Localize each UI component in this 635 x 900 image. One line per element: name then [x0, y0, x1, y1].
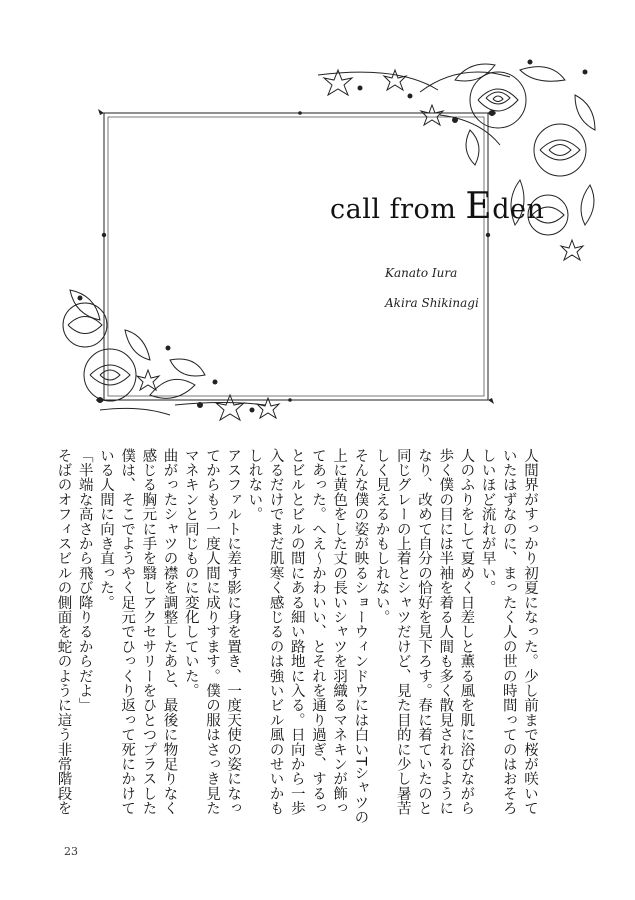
paragraph: 人のふりをして夏めく日差しと薫る風を肌に浴びながら歩く僕の目には半袖を着る人間も多く散見されるようになり、改めて自分の恰好を見下ろす。春に着ていたのと同じグレーの上着とシャツだけど、見た目的に少し暑苦しく見えるかもしれない。: [373, 448, 475, 816]
paragraph: 曲がったシャツの襟を調整したあと、最後に物足りなく感じる胸元に手を翳しアクセサリーをひとつプラスした僕は、そこでようやく足元でひっくり返って死にかけている人間に向き直った。: [97, 448, 178, 816]
author-name: Kanato Iura: [385, 266, 458, 280]
title-card: [0, 0, 635, 430]
paragraph: アスファルトに差す影に身を置き、一度天使の姿になってからもう一度人間に成りすます。僕の服はさっき見たマネキンと同じものに変化していた。: [182, 448, 242, 816]
title-text: call from: [330, 194, 466, 225]
paragraph: 「半端な高さから飛び降りるからだよ」: [76, 448, 93, 713]
author-name: Akira Shikinagi: [385, 296, 479, 310]
paragraph: そんな僕の姿が映るショーウィンドウには白いTシャツの上に黄色をした丈の長いシャツを羽織るマネキンが飾ってあった。へえ〜かわいい、とそれを通り過ぎ、するっとビルとビルの間にある細い路地に入る。日向から一歩入るだけでまだ肌寒く感じるのは強いビル風のせいかもしれない。: [246, 448, 369, 825]
story-title: [330, 186, 545, 227]
floral-top-right: [318, 64, 595, 260]
title-initial: E: [465, 186, 493, 227]
frame-ornaments: [96, 109, 496, 404]
body-text: [55, 448, 540, 828]
paragraph: そばのオフィスビルの側面を蛇のように這う非常階段を: [55, 448, 72, 816]
page-number: 23: [64, 845, 78, 858]
paragraph: 人間界がすっかり初夏になった。少し前まで桜が咲いていたはずなのに、まったく人の世の時間ってのはおそろしいほど流れが早い。: [479, 448, 538, 816]
title-rest: den: [492, 194, 545, 225]
